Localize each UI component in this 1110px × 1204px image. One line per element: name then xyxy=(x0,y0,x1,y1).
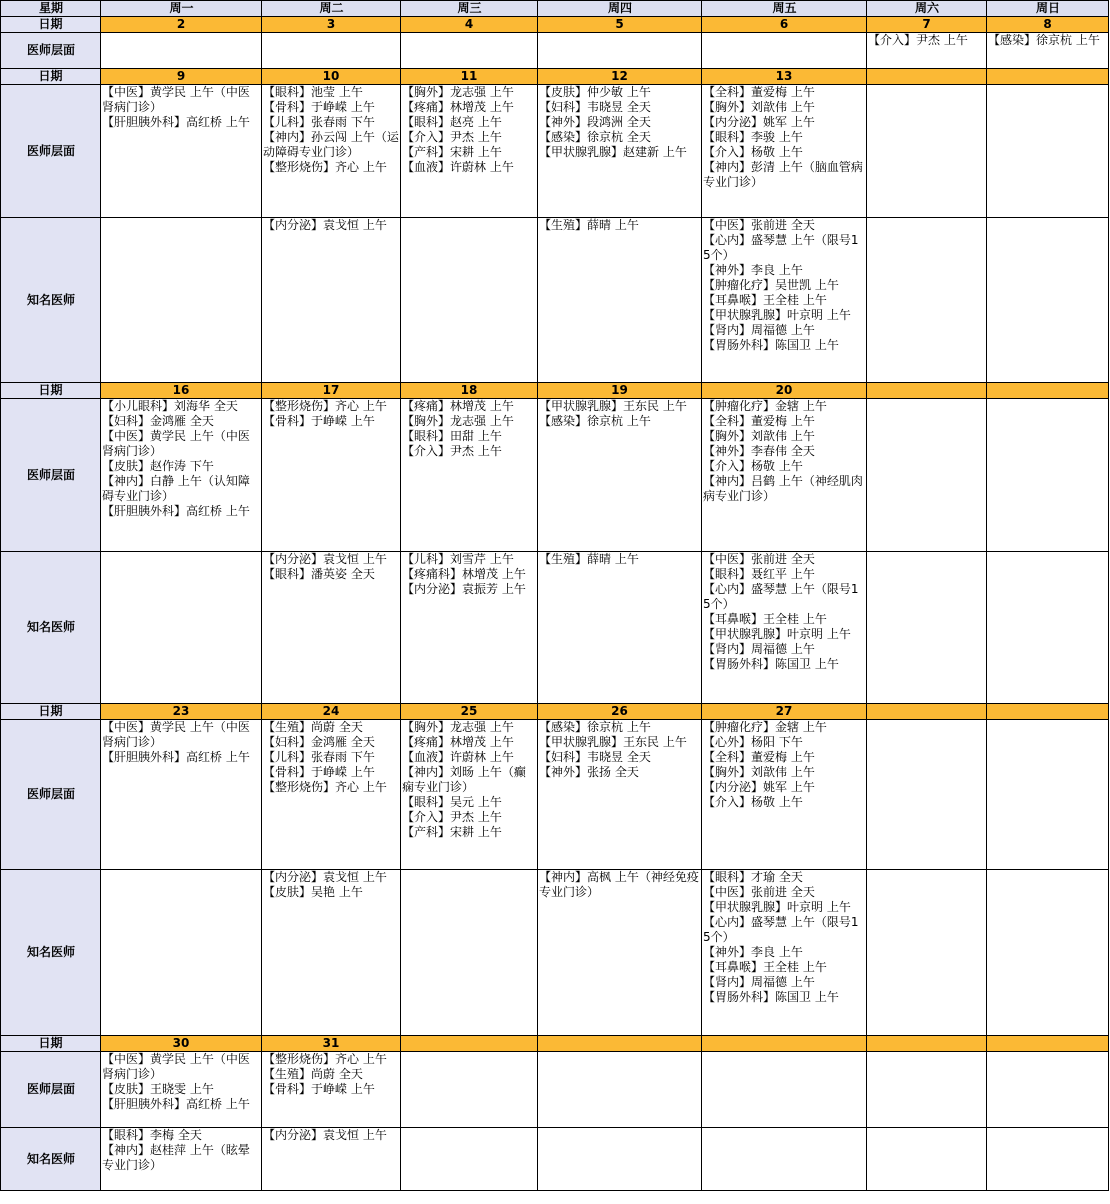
clinic-entry: 【全科】董爱梅 上午 xyxy=(703,85,815,99)
schedule-cell xyxy=(538,870,702,1036)
schedule-cell xyxy=(538,1128,702,1191)
clinic-entry: 【介入】杨敬 上午 xyxy=(703,795,803,809)
famous-doctor-label: 知名医师 xyxy=(1,1128,101,1191)
doctor-level-row xyxy=(1,85,1109,218)
schedule-cell xyxy=(262,870,401,1036)
date-cell: 16 xyxy=(101,383,262,399)
clinic-entry: 【甲状腺乳腺】赵建新 上午 xyxy=(539,145,687,159)
clinic-entry: 【儿科】张春雨 下午 xyxy=(263,115,375,129)
clinic-entry: 【内分泌】袁振芳 上午 xyxy=(402,582,526,596)
clinic-entry: 【神外】李良 上午 xyxy=(703,945,803,959)
clinic-entry: 【心内】盛琴慧 上午（限号15个） xyxy=(703,915,859,944)
clinic-entry: 【神外】段鸿洲 全天 xyxy=(539,115,651,129)
schedule-cell xyxy=(538,218,702,383)
clinic-entry: 【中医】黄学民 上午（中医肾病门诊） xyxy=(102,429,250,458)
schedule-cell xyxy=(867,870,987,1036)
schedule-cell xyxy=(401,1052,538,1128)
date-cell: 25 xyxy=(401,704,538,720)
schedule-cell xyxy=(401,218,538,383)
date-row xyxy=(1,1036,1109,1052)
clinic-entry: 【甲状腺乳腺】王东民 上午 xyxy=(539,735,687,749)
clinic-entry: 【耳鼻喉】王全桂 上午 xyxy=(703,960,827,974)
date-cell: 17 xyxy=(262,383,401,399)
clinic-entry: 【胃肠外科】陈国卫 上午 xyxy=(703,657,839,671)
weekday-header-sun: 周日 xyxy=(987,1,1109,17)
famous-doctor-label: 知名医师 xyxy=(1,218,101,383)
schedule-cell xyxy=(702,552,867,704)
clinic-entry: 【产科】宋耕 上午 xyxy=(402,145,502,159)
clinic-entry: 【皮肤】仲少敏 上午 xyxy=(539,85,651,99)
clinic-entry: 【神外】李良 上午 xyxy=(703,263,803,277)
schedule-cell xyxy=(538,85,702,218)
clinic-entry: 【妇科】韦晓昱 全天 xyxy=(539,100,651,114)
clinic-entry: 【心内】盛琴慧 上午（限号15个） xyxy=(703,233,859,262)
clinic-entry: 【心内】盛琴慧 上午（限号15个） xyxy=(703,582,859,611)
clinic-entry: 【眼科】池莹 上午 xyxy=(263,85,363,99)
schedule-cell xyxy=(987,552,1109,704)
date-cell: 3 xyxy=(262,17,401,33)
clinic-entry: 【血液】许蔚林 上午 xyxy=(402,750,514,764)
clinic-entry: 【感染】徐京杭 上午 xyxy=(539,414,651,428)
clinic-entry: 【感染】徐京杭 上午 xyxy=(539,720,651,734)
schedule-cell xyxy=(702,870,867,1036)
doctor-level-label: 医师层面 xyxy=(1,85,101,218)
schedule-cell xyxy=(262,33,401,69)
date-cell: 9 xyxy=(101,69,262,85)
famous-doctor-row xyxy=(1,1128,1109,1191)
clinic-entry: 【感染】徐京杭 全天 xyxy=(539,130,651,144)
clinic-entry: 【耳鼻喉】王全桂 上午 xyxy=(703,612,827,626)
clinic-entry: 【眼科】赵亮 上午 xyxy=(402,115,502,129)
schedule-cell xyxy=(262,1128,401,1191)
date-cell: 19 xyxy=(538,383,702,399)
clinic-entry: 【胸外】刘歆伟 上午 xyxy=(703,765,815,779)
clinic-entry: 【眼科】李骏 上午 xyxy=(703,130,803,144)
clinic-entry: 【内分泌】袁戈恒 上午 xyxy=(263,218,387,232)
clinic-entry: 【生殖】薛晴 上午 xyxy=(539,218,639,232)
weekday-header-sat: 周六 xyxy=(867,1,987,17)
clinic-entry: 【内分泌】袁戈恒 上午 xyxy=(263,1128,387,1142)
schedule-cell xyxy=(262,720,401,870)
clinic-entry: 【整形烧伤】齐心 上午 xyxy=(263,160,387,174)
clinic-entry: 【神内】吕鹤 上午（神经肌肉病专业门诊） xyxy=(703,474,863,503)
clinic-entry: 【内分泌】姚军 上午 xyxy=(703,780,815,794)
schedule-cell xyxy=(401,552,538,704)
clinic-entry: 【疼痛】林增茂 上午 xyxy=(402,100,514,114)
doctor-level-label: 医师层面 xyxy=(1,33,101,69)
schedule-cell xyxy=(702,720,867,870)
clinic-entry: 【眼科】吴元 上午 xyxy=(402,795,502,809)
schedule-cell xyxy=(101,33,262,69)
clinic-entry: 【神内】彭清 上午（脑血管病专业门诊） xyxy=(703,160,863,189)
date-cell: 4 xyxy=(401,17,538,33)
schedule-cell xyxy=(538,1052,702,1128)
date-cell: 23 xyxy=(101,704,262,720)
weekday-header-tue: 周二 xyxy=(262,1,401,17)
date-cell xyxy=(987,1036,1109,1052)
clinic-entry: 【介入】尹杰 上午 xyxy=(402,810,502,824)
weekday-header-mon: 周一 xyxy=(101,1,262,17)
famous-doctor-row xyxy=(1,870,1109,1036)
date-cell xyxy=(987,704,1109,720)
clinic-entry: 【神内】刘旸 上午（癫痫专业门诊） xyxy=(402,765,526,794)
schedule-cell xyxy=(401,85,538,218)
clinic-entry: 【肾内】周福德 上午 xyxy=(703,323,815,337)
schedule-cell xyxy=(401,399,538,552)
clinic-entry: 【妇科】金鸿雁 全天 xyxy=(102,414,214,428)
clinic-entry: 【神内】孙云闯 上午（运动障碍专业门诊） xyxy=(263,130,399,159)
schedule-cell xyxy=(262,1052,401,1128)
clinic-entry: 【心外】杨阳 下午 xyxy=(703,735,803,749)
clinic-entry: 【生殖】薛晴 上午 xyxy=(539,552,639,566)
date-row-label: 日期 xyxy=(1,17,101,33)
date-cell: 26 xyxy=(538,704,702,720)
date-cell: 18 xyxy=(401,383,538,399)
date-cell xyxy=(702,1036,867,1052)
date-cell: 7 xyxy=(867,17,987,33)
clinic-entry: 【皮肤】赵作涛 下午 xyxy=(102,459,214,473)
famous-doctor-row xyxy=(1,552,1109,704)
clinic-entry: 【耳鼻喉】王全桂 上午 xyxy=(703,293,827,307)
doctor-level-row xyxy=(1,1052,1109,1128)
date-row-label: 日期 xyxy=(1,1036,101,1052)
famous-doctor-label: 知名医师 xyxy=(1,870,101,1036)
schedule-cell xyxy=(987,399,1109,552)
date-cell: 8 xyxy=(987,17,1109,33)
schedule-cell xyxy=(867,1052,987,1128)
date-cell xyxy=(867,383,987,399)
clinic-entry: 【眼科】才瑜 全天 xyxy=(703,870,803,884)
doctor-level-row xyxy=(1,720,1109,870)
schedule-cell xyxy=(867,552,987,704)
date-cell xyxy=(867,704,987,720)
date-cell: 31 xyxy=(262,1036,401,1052)
weekday-header-wed: 周三 xyxy=(401,1,538,17)
schedule-cell xyxy=(987,218,1109,383)
schedule-cell xyxy=(867,1128,987,1191)
clinic-entry: 【疼痛】林增茂 上午 xyxy=(402,735,514,749)
date-cell xyxy=(401,1036,538,1052)
clinic-entry: 【中医】张前进 全天 xyxy=(703,885,815,899)
date-cell: 24 xyxy=(262,704,401,720)
clinic-entry: 【介入】杨敬 上午 xyxy=(703,459,803,473)
date-cell: 11 xyxy=(401,69,538,85)
schedule-cell xyxy=(987,1128,1109,1191)
date-cell xyxy=(538,1036,702,1052)
date-row xyxy=(1,69,1109,85)
date-cell xyxy=(987,383,1109,399)
clinic-entry: 【眼科】聂红平 上午 xyxy=(703,567,815,581)
date-cell: 5 xyxy=(538,17,702,33)
date-cell: 12 xyxy=(538,69,702,85)
clinic-entry: 【骨科】于峥嵘 上午 xyxy=(263,765,375,779)
schedule-cell xyxy=(538,552,702,704)
schedule-cell xyxy=(262,85,401,218)
date-row-label: 日期 xyxy=(1,69,101,85)
clinic-entry: 【儿科】张春雨 下午 xyxy=(263,750,375,764)
clinic-entry: 【胃肠外科】陈国卫 上午 xyxy=(703,338,839,352)
schedule-cell xyxy=(401,33,538,69)
date-cell: 13 xyxy=(702,69,867,85)
schedule-cell xyxy=(867,85,987,218)
clinic-entry: 【神外】张扬 全天 xyxy=(539,765,639,779)
clinic-entry: 【整形烧伤】齐心 上午 xyxy=(263,1052,387,1066)
date-cell xyxy=(867,1036,987,1052)
clinic-entry: 【肿瘤化疗】金辖 上午 xyxy=(703,399,827,413)
clinic-entry: 【整形烧伤】齐心 上午 xyxy=(263,399,387,413)
clinic-entry: 【骨科】于峥嵘 上午 xyxy=(263,1082,375,1096)
schedule-cell xyxy=(987,33,1109,69)
clinic-entry: 【全科】董爱梅 上午 xyxy=(703,750,815,764)
clinic-entry: 【皮肤】吴艳 上午 xyxy=(263,885,363,899)
clinic-entry: 【胸外】刘歆伟 上午 xyxy=(703,429,815,443)
clinic-entry: 【肿瘤化疗】金辖 上午 xyxy=(703,720,827,734)
weekday-header-corner: 星期 xyxy=(1,1,101,17)
schedule-cell xyxy=(987,85,1109,218)
schedule-cell xyxy=(867,720,987,870)
clinic-entry: 【介入】尹杰 上午 xyxy=(868,33,968,47)
date-cell: 6 xyxy=(702,17,867,33)
schedule-cell xyxy=(262,399,401,552)
schedule-cell xyxy=(702,1128,867,1191)
clinic-entry: 【中医】张前进 全天 xyxy=(703,552,815,566)
clinic-entry: 【甲状腺乳腺】叶京明 上午 xyxy=(703,308,851,322)
schedule-cell xyxy=(702,399,867,552)
clinic-entry: 【神内】高枫 上午（神经免疫专业门诊） xyxy=(539,870,699,899)
weekday-header-thu: 周四 xyxy=(538,1,702,17)
famous-doctor-label: 知名医师 xyxy=(1,552,101,704)
clinic-entry: 【甲状腺乳腺】叶京明 上午 xyxy=(703,900,851,914)
date-cell: 2 xyxy=(101,17,262,33)
clinic-entry: 【肾内】周福德 上午 xyxy=(703,642,815,656)
clinic-entry: 【妇科】韦晓昱 全天 xyxy=(539,750,651,764)
clinic-entry: 【疼痛】林增茂 上午 xyxy=(402,399,514,413)
clinic-entry: 【整形烧伤】齐心 上午 xyxy=(263,780,387,794)
clinic-entry: 【甲状腺乳腺】叶京明 上午 xyxy=(703,627,851,641)
date-cell: 10 xyxy=(262,69,401,85)
clinic-entry: 【儿科】刘雪芹 上午 xyxy=(402,552,514,566)
schedule-cell xyxy=(867,218,987,383)
schedule-cell xyxy=(867,33,987,69)
schedule-cell xyxy=(401,720,538,870)
clinic-entry: 【眼科】田甜 上午 xyxy=(402,429,502,443)
date-row-label: 日期 xyxy=(1,704,101,720)
clinic-entry: 【全科】董爱梅 上午 xyxy=(703,414,815,428)
clinic-entry: 【中医】黄学民 上午（中医肾病门诊） xyxy=(102,85,250,114)
date-row xyxy=(1,704,1109,720)
clinic-entry: 【胃肠外科】陈国卫 上午 xyxy=(703,990,839,1004)
doctor-level-label: 医师层面 xyxy=(1,1052,101,1128)
famous-doctor-row xyxy=(1,218,1109,383)
schedule-cell xyxy=(538,720,702,870)
clinic-entry: 【胸外】刘歆伟 上午 xyxy=(703,100,815,114)
schedule-cell xyxy=(101,552,262,704)
clinic-entry: 【内分泌】姚军 上午 xyxy=(703,115,815,129)
clinic-entry: 【介入】尹杰 上午 xyxy=(402,444,502,458)
schedule-cell xyxy=(101,85,262,218)
clinic-entry: 【肝胆胰外科】高红桥 上午 xyxy=(102,504,250,518)
clinic-entry: 【妇科】金鸿雁 全天 xyxy=(263,735,375,749)
clinic-entry: 【胸外】龙志强 上午 xyxy=(402,720,514,734)
clinic-entry: 【血液】许蔚林 上午 xyxy=(402,160,514,174)
doctor-level-row xyxy=(1,399,1109,552)
clinic-entry: 【疼痛科】林增茂 上午 xyxy=(402,567,526,581)
schedule-cell xyxy=(101,1128,262,1191)
doctor-level-label: 医师层面 xyxy=(1,399,101,552)
schedule-cell xyxy=(702,85,867,218)
clinic-entry: 【皮肤】王晓雯 上午 xyxy=(102,1082,214,1096)
schedule-cell xyxy=(538,33,702,69)
date-cell xyxy=(987,69,1109,85)
clinic-entry: 【神内】赵桂萍 上午（眩晕专业门诊） xyxy=(102,1143,250,1172)
clinic-entry: 【中医】黄学民 上午（中医肾病门诊） xyxy=(102,1052,250,1081)
schedule-cell xyxy=(101,399,262,552)
clinic-entry: 【生殖】尚蔚 全天 xyxy=(263,720,363,734)
date-cell xyxy=(867,69,987,85)
clinic-entry: 【眼科】李梅 全天 xyxy=(102,1128,202,1142)
doctor-level-label: 医师层面 xyxy=(1,720,101,870)
clinic-entry: 【内分泌】袁戈恒 上午 xyxy=(263,870,387,884)
schedule-cell xyxy=(702,1052,867,1128)
clinic-entry: 【骨科】于峥嵘 上午 xyxy=(263,100,375,114)
clinic-entry: 【介入】尹杰 上午 xyxy=(402,130,502,144)
clinic-entry: 【神外】李春伟 全天 xyxy=(703,444,815,458)
schedule-cell xyxy=(867,399,987,552)
doctor-level-row xyxy=(1,33,1109,69)
clinic-entry: 【肝胆胰外科】高红桥 上午 xyxy=(102,750,250,764)
clinic-entry: 【肝胆胰外科】高红桥 上午 xyxy=(102,1097,250,1111)
date-row xyxy=(1,383,1109,399)
clinic-entry: 【介入】杨敬 上午 xyxy=(703,145,803,159)
clinic-entry: 【眼科】潘英姿 全天 xyxy=(263,567,375,581)
schedule-cell xyxy=(987,870,1109,1036)
clinic-entry: 【神内】白静 上午（认知障碍专业门诊） xyxy=(102,474,250,503)
clinic-entry: 【感染】徐京杭 上午 xyxy=(988,33,1100,47)
clinic-entry: 【肝胆胰外科】高红桥 上午 xyxy=(102,115,250,129)
schedule-cell xyxy=(987,720,1109,870)
schedule-cell xyxy=(702,218,867,383)
date-row xyxy=(1,17,1109,33)
clinic-entry: 【生殖】尚蔚 全天 xyxy=(263,1067,363,1081)
clinic-entry: 【内分泌】袁戈恒 上午 xyxy=(263,552,387,566)
date-cell: 27 xyxy=(702,704,867,720)
clinic-entry: 【肿瘤化疗】吴世凯 上午 xyxy=(703,278,839,292)
clinic-entry: 【小儿眼科】刘海华 全天 xyxy=(102,399,238,413)
clinic-entry: 【肾内】周福德 上午 xyxy=(703,975,815,989)
date-cell: 30 xyxy=(101,1036,262,1052)
schedule-cell xyxy=(262,552,401,704)
schedule-cell xyxy=(987,1052,1109,1128)
weekday-header-fri: 周五 xyxy=(702,1,867,17)
clinic-entry: 【中医】张前进 全天 xyxy=(703,218,815,232)
schedule-cell xyxy=(702,33,867,69)
schedule-cell xyxy=(101,218,262,383)
weekday-header-row xyxy=(1,1,1109,17)
clinic-entry: 【甲状腺乳腺】王东民 上午 xyxy=(539,399,687,413)
schedule-cell xyxy=(538,399,702,552)
clinic-entry: 【骨科】于峥嵘 上午 xyxy=(263,414,375,428)
clinic-entry: 【胸外】龙志强 上午 xyxy=(402,85,514,99)
schedule-cell xyxy=(101,870,262,1036)
clinic-entry: 【中医】黄学民 上午（中医肾病门诊） xyxy=(102,720,250,749)
clinic-entry: 【产科】宋耕 上午 xyxy=(402,825,502,839)
schedule-cell xyxy=(401,1128,538,1191)
schedule-cell xyxy=(262,218,401,383)
schedule-cell xyxy=(401,870,538,1036)
schedule-cell xyxy=(101,1052,262,1128)
date-row-label: 日期 xyxy=(1,383,101,399)
date-cell: 20 xyxy=(702,383,867,399)
clinic-entry: 【胸外】龙志强 上午 xyxy=(402,414,514,428)
schedule-cell xyxy=(101,720,262,870)
